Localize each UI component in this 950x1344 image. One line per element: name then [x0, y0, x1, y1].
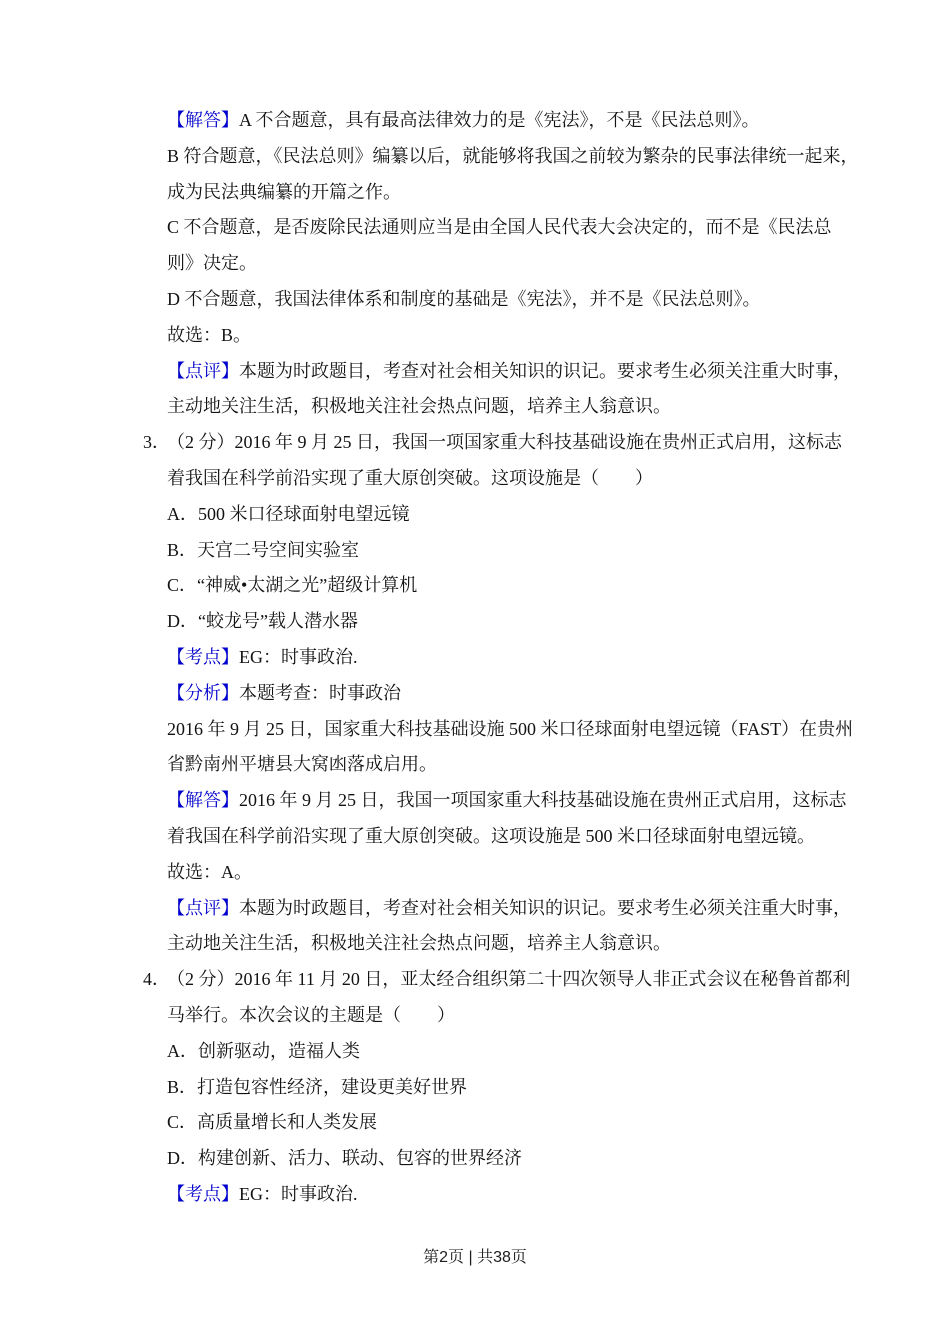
option-line [167, 1105, 887, 1141]
section-label: 【点评】 [167, 360, 239, 381]
line-text: 故选：A。 [167, 861, 252, 882]
line-text: D．构建创新、活力、联动、包容的世界经济 [167, 1148, 522, 1169]
line-text: EG：时事政治. [239, 1183, 358, 1204]
line-text: D 不合题意，我国法律体系和制度的基础是《宪法》，并不是《民法总则》。 [167, 288, 761, 309]
text-line [167, 175, 887, 211]
question-line [143, 962, 887, 998]
line-text: B．天宫二号空间实验室 [167, 539, 360, 560]
section-label: 【分析】 [167, 682, 239, 703]
text-line [167, 389, 887, 425]
line-text: B．打造包容性经济，建设更美好世界 [167, 1076, 468, 1097]
option-line [167, 568, 887, 604]
line-text: 省黔南州平塘县大窝凼落成启用。 [167, 754, 437, 775]
line-text: 本题为时政题目，考查对社会相关知识的识记。要求考生必须关注重大时事， [239, 897, 851, 918]
line-text: A．500 米口径球面射电望远镜 [167, 503, 410, 524]
line-text: C 不合题意，是否废除民法通则应当是由全国人民代表大会决定的，而不是《民法总 [167, 217, 832, 238]
page-footer [0, 1244, 950, 1267]
text-line [167, 210, 887, 246]
answer-choice-line [167, 855, 887, 891]
line-text: 则》决定。 [167, 253, 257, 274]
line-text: 主动地关注生活，积极地关注社会热点问题，培养主人翁意识。 [167, 933, 671, 954]
answer-choice-line [167, 318, 887, 354]
line-text: B 符合题意，《民法总则》编纂以后，就能够将我国之前较为繁杂的民事法律统一起来， [167, 145, 859, 166]
document-body [143, 103, 887, 1213]
section-label: 【解答】 [167, 790, 239, 811]
text-line [167, 461, 887, 497]
line-text: A 不合题意，具有最高法律效力的是《宪法》，不是《民法总则》。 [239, 110, 760, 130]
line-text: 主动地关注生活，积极地关注社会热点问题，培养主人翁意识。 [167, 396, 671, 417]
question-line [143, 425, 887, 461]
line-text: 着我国在科学前沿实现了重大原创突破。这项设施是 500 米口径球面射电望远镜。 [167, 825, 815, 846]
text-line [167, 103, 887, 139]
text-line [167, 282, 887, 318]
text-line [167, 640, 887, 676]
text-line [167, 747, 887, 783]
text-line [167, 246, 887, 282]
option-line [167, 533, 887, 569]
text-line [167, 998, 887, 1034]
line-text: C．“神威•太湖之光”超级计算机 [167, 575, 418, 596]
section-label: 【解答】 [167, 110, 239, 130]
line-text: C．高质量增长和人类发展 [167, 1112, 378, 1133]
text-line [167, 926, 887, 962]
option-line [167, 497, 887, 533]
section-label: 【点评】 [167, 897, 239, 918]
text-line [167, 891, 887, 927]
line-text: 本题为时政题目，考查对社会相关知识的识记。要求考生必须关注重大时事， [239, 360, 851, 381]
line-text: （2 分）2016 年 9 月 25 日，我国一项国家重大科技基础设施在贵州正式启用，这标志 [167, 432, 842, 453]
section-label: 【考点】 [167, 1183, 239, 1204]
text-line [167, 783, 887, 819]
line-text: EG：时事政治. [239, 646, 358, 667]
option-line [167, 1034, 887, 1070]
line-text: 着我国在科学前沿实现了重大原创突破。这项设施是（ ） [167, 467, 653, 488]
text-line [167, 1177, 887, 1213]
line-text: 2016 年 9 月 25 日，我国一项国家重大科技基础设施在贵州正式启用，这标志 [239, 790, 847, 811]
page-number-indicator: 第2页 | 共38页 [423, 1249, 527, 1266]
option-line [167, 1070, 887, 1106]
line-text: 2016 年 9 月 25 日，国家重大科技基础设施 500 米口径球面射电望远镜（FAST）在贵州 [167, 718, 854, 739]
line-text: 马举行。本次会议的主题是（ ） [167, 1004, 455, 1025]
line-text: A．创新驱动，造福人类 [167, 1040, 360, 1061]
line-text: D．“蛟龙号”载人潜水器 [167, 611, 358, 632]
text-line [167, 139, 887, 175]
line-text: 故选：B。 [167, 324, 252, 345]
text-line [167, 676, 887, 712]
option-line [167, 1141, 887, 1177]
option-line [167, 604, 887, 640]
text-line [167, 354, 887, 390]
text-line [167, 819, 887, 855]
line-text: 本题考查：时事政治 [239, 682, 401, 703]
question-number: 3． [143, 432, 170, 453]
section-label: 【考点】 [167, 646, 239, 667]
text-line [167, 712, 887, 748]
line-text: 成为民法典编纂的开篇之作。 [167, 181, 401, 202]
question-number: 4． [143, 969, 170, 990]
line-text: （2 分）2016 年 11 月 20 日，亚太经合组织第二十四次领导人非正式会议在秘鲁首都利 [167, 969, 851, 990]
